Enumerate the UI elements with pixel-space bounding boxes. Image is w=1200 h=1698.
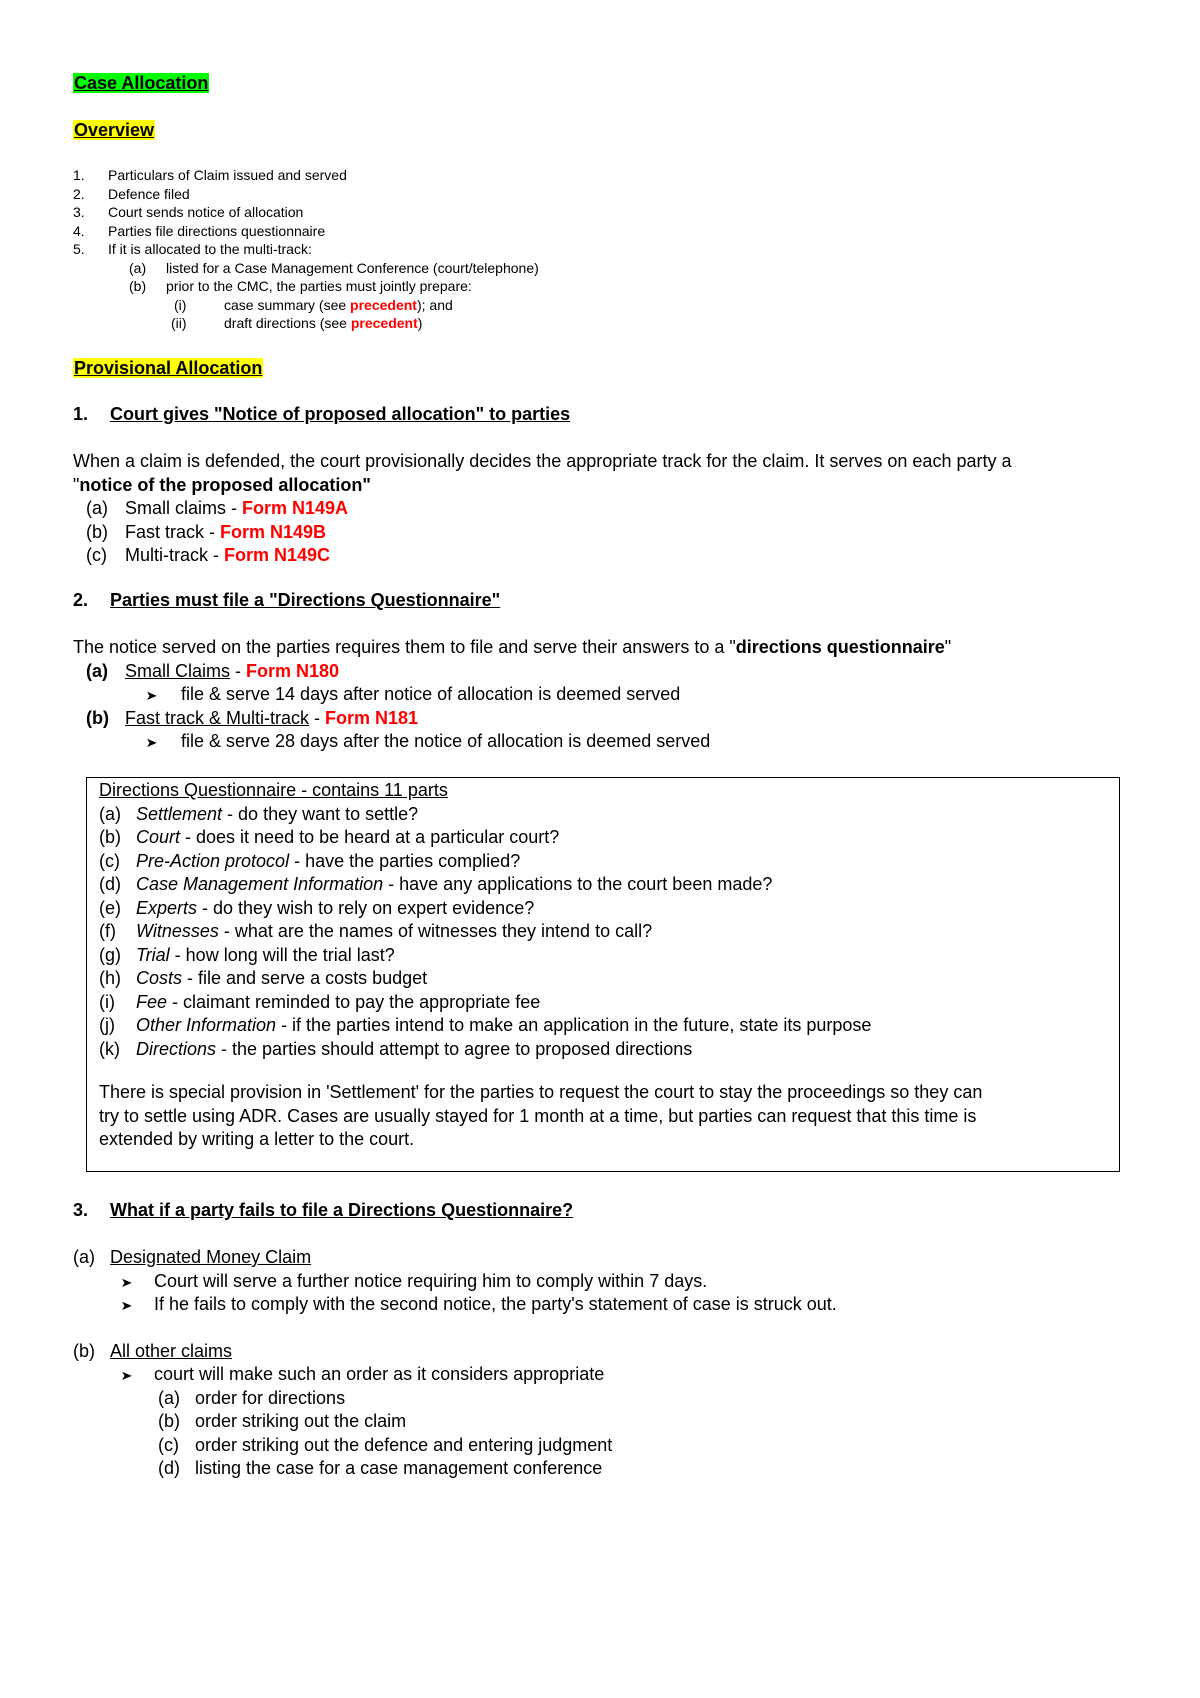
list-item: (h) Costs - file and serve a costs budget: [99, 968, 428, 988]
list-item: 5. If it is allocated to the multi-track:: [73, 241, 312, 257]
list-item: (a) Designated Money Claim: [73, 1247, 312, 1267]
provisional-heading: Provisional Allocation: [74, 358, 263, 378]
list-item: (i) case summary (see precedent); and: [174, 296, 453, 313]
arrow-bullet-icon: ➤: [145, 735, 158, 750]
list-item: ➤ file & serve 14 days after notice of allocation is deemed served: [73, 683, 1133, 707]
list-item: (a) Settlement - do they want to settle?: [99, 803, 419, 824]
list-item: (c) Pre-Action protocol - have the parties complied?: [99, 850, 521, 871]
list-item: (b) prior to the CMC, the parties must jointly prepare:: [129, 278, 472, 294]
arrow-bullet-icon: ➤: [145, 688, 158, 703]
list-item: ➤ court will make such an order as it considers appropriate: [73, 1363, 1133, 1387]
list-item: (d) Case Management Information - have any applications to the court been made?: [99, 874, 773, 894]
list-item: (f) Witnesses - what are the names of witnesses they intend to call?: [99, 921, 653, 941]
precedent-link[interactable]: precedent: [350, 315, 418, 331]
list-item: (c) Multi-track - Form N149C: [86, 545, 331, 565]
list-item: (k) Directions - the parties should attempt to agree to proposed directions: [99, 1038, 693, 1059]
list-item: (b) order striking out the claim: [158, 1411, 407, 1431]
arrow-bullet-icon: ➤: [120, 1368, 133, 1383]
small-claims-link[interactable]: Small Claims: [125, 660, 231, 681]
box-content: Directions Questionnaire - contains 11 parts (a) Settlement - do they want to settle? (b) Court - does it need to be heard at a particular court? (c) Pre-Action protocol - have the parties complied? (d) Case Management Information - have any applications to the court been made? (e) Experts - do they wish to rely on expert evidence? (f) Witnesses - what are the names of witnesses they intend to call? (g) Trial - how long will the trial last? (h) Costs - file and serve a costs budget (i) Fee - claimant reminded to pay the appropriate fee (j) Other Information - if the parties intend to make an application in the future, state its purpose (k) Directions - the parties should attempt to agree to proposed directions There is special provision in 'Settlement' for the parties to request the court to stay the proceedings so they can try to settle using ADR. Cases are usually stayed for 1 month at a time, but parties can request that this time is extended by writing a letter to the court.: [99, 779, 1109, 1152]
list-item: 3. Court sends notice of allocation: [73, 204, 304, 220]
list-item: (b) All other claims: [73, 1340, 233, 1361]
fast-multi-track-link[interactable]: Fast track & Multi-track: [125, 707, 310, 728]
list-item: (j) Other Information - if the parties intend to make an application in the future, state its purpose: [99, 1015, 872, 1035]
list-item: (b) Fast track - Form N149B: [86, 521, 327, 542]
section-3-content: [73, 1246, 1133, 1481]
section-1-paragraph: When a claim is defended, the court provisionally decides the appropriate track for the claim. It serves on each party a "notice of the proposed allocation" (a) Small claims - Form N149A (b) Fast track - Form N149B (c) Multi-track - Form N149C: [73, 450, 1133, 568]
section-1-heading: 1. Court gives "Notice of proposed allocation" to parties: [73, 404, 571, 424]
section-2-heading: 2. Parties must file a "Directions Questionnaire": [73, 590, 501, 610]
overview-list: [73, 166, 673, 333]
box-note: There is special provision in 'Settlement' for the parties to request the court to stay the proceedings so they can: [99, 1082, 983, 1102]
list-item: (b) Court - does it need to be heard at a particular court?: [99, 827, 560, 847]
list-item: ➤ If he fails to comply with the second notice, the party's statement of case is struck out.: [73, 1293, 1133, 1317]
list-item: (g) Trial - how long will the trial last?: [99, 944, 395, 965]
list-item: (e) Experts - do they wish to rely on expert evidence?: [99, 897, 535, 918]
list-item: ➤ file & serve 28 days after the notice of allocation is deemed served: [73, 730, 1133, 754]
arrow-bullet-icon: ➤: [120, 1298, 133, 1313]
arrow-bullet-icon: ➤: [120, 1274, 133, 1290]
list-item: (a) listed for a Case Management Conference (court/telephone): [129, 259, 539, 276]
list-item: (a) Small claims - Form N149A: [86, 498, 349, 518]
list-item: (d) listing the case for a case management conference: [158, 1458, 603, 1478]
list-item: 2. Defence filed: [73, 185, 190, 202]
list-item: (ii) draft directions (see precedent): [171, 315, 423, 331]
list-item: (i) Fee - claimant reminded to pay the appropriate fee: [99, 991, 541, 1012]
list-item: (c) order striking out the defence and entering judgment: [158, 1434, 613, 1455]
list-item: 1. Particulars of Claim issued and served: [73, 167, 347, 183]
overview-heading: Overview: [74, 120, 155, 140]
list-item: (b) Fast track & Multi-track - Form N181: [86, 707, 419, 728]
section-3-heading: 3. What if a party fails to file a Directions Questionnaire?: [73, 1200, 574, 1220]
section-2-paragraph: The notice served on the parties requires them to file and serve their answers to a "directions questionnaire" (a) Small Claims - Form N180 ➤ file & serve 14 days after notice of allocation is deemed served (b) Fast track & Multi-track - Form N181 ➤ file & serve 28 days after the notice of allocation is deemed served: [73, 636, 1133, 754]
list-item: (a) order for directions: [158, 1387, 346, 1408]
precedent-link[interactable]: precedent: [350, 296, 417, 313]
list-item: ➤ Court will serve a further notice requiring him to comply within 7 days.: [73, 1270, 1133, 1294]
list-item: 4. Parties file directions questionnaire: [73, 222, 326, 239]
list-item: (a) Small Claims - Form N180: [86, 660, 340, 681]
page-title: Case Allocation: [74, 73, 209, 93]
